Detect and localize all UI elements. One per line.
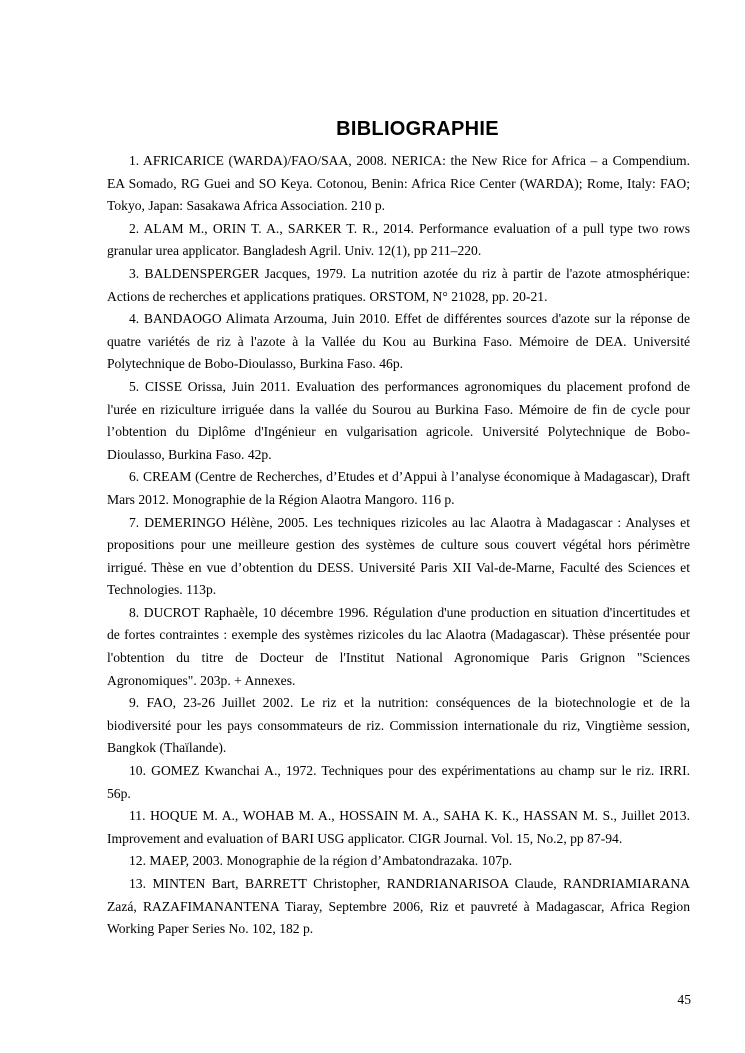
reference-item: 2. ALAM M., ORIN T. A., SARKER T. R., 2014. Performance evaluation of a pull type two rows granular urea applicator. Bangladesh Agril. Univ. 12(1), pp 211–220. [107,220,690,259]
reference-item: 4. BANDAOGO Alimata Arzouma, Juin 2010. Effet de différentes sources d'azote sur la réponse de quatre variétés de riz à l'azote à la Vallée du Kou au Burkina Faso. Mémoire de DEA. Université Polytechnique de Bobo-Dioulasso, Burkina Faso. 46p. [107,311,690,372]
reference-item: 13. MINTEN Bart, BARRETT Christopher, RANDRIANARISOA Claude, RANDRIAMIARANA Zazá, RAZAFIMANANTENA Tiaray, Septembre 2006, Riz et pauvreté à Madagascar, Africa Region Working Paper Series No. 102, 182 p. [107,876,690,937]
reference-item: 6. CREAM (Centre de Recherches, d’Etudes et d’Appui à l’analyse économique à Madagascar), Draft Mars 2012. Monographie de la Région Alaotra Mangoro. 116 p. [107,469,690,507]
reference-item: 5. CISSE Orissa, Juin 2011. Evaluation des performances agronomiques du placement profond de l'urée en riziculture irriguée dans la vallée du Sourou au Burkina Faso. Mémoire de fin de cycle pour l’obtention du Diplôme d'Ingénieur en vulgarisation agricole. Université Polytechnique de Bobo-Dioulasso, Burkina Faso. 42p. [107,378,690,462]
reference-item: 8. DUCROT Raphaèle, 10 décembre 1996. Régulation d'une production en situation d'incertitudes et de fortes contraintes : exemple des systèmes rizicoles du lac Alaotra (Madagascar). Thèse présentée pour l'obtention du titre de Docteur de l'Institut National Agronomique Paris Grignon "Sciences Agronomiques". 203p. + Annexes. [107,604,690,688]
reference-item: 3. BALDENSPERGER Jacques, 1979. La nutrition azotée du riz à partir de l'azote atmosphérique: Actions de recherches et applications pratiques. ORSTOM, N° 21028, pp. 20-21. [107,265,690,304]
page-title: BIBLIOGRAPHIE [336,118,499,140]
reference-item: 9. FAO, 23-26 Juillet 2002. Le riz et la nutrition: conséquences de la biotechnologie et de la biodiversité pour les pays consommateurs de riz. Commission internationale du riz, Vingtième session, Bangkok (Thaïlande). [107,695,690,756]
reference-item: 1. AFRICARICE (WARDA)/FAO/SAA, 2008. NERICA: the New Rice for Africa – a Compendium. EA Somado, RG Guei and SO Keya. Cotonou, Benin: Africa Rice Center (WARDA); Rome, Italy: FAO; Tokyo, Japan: Sasakawa Africa Association. 210 p. [107,153,690,214]
reference-item: 11. HOQUE M. A., WOHAB M. A., HOSSAIN M. A., SAHA K. K., HASSAN M. S., Juillet 2013. Improvement and evaluation of BARI USG applicator. CIGR Journal. Vol. 15, No.2, pp 87-94. [107,808,690,846]
reference-item: 7. DEMERINGO Hélène, 2005. Les techniques rizicoles au lac Alaotra à Madagascar : Analyses et propositions pour une meilleure gestion des systèmes de culture sous couvert végétal hors périmètre irrigué. Thèse en vue d’obtention du DESS. Université Paris XII Val-de-Marne, Faculté des Sciences et Technologies. 113p. [107,514,690,598]
reference-item: 10. GOMEZ Kwanchai A., 1972. Techniques pour des expérimentations au champ sur le riz. IRRI. 56p. [107,763,690,801]
reference-item: 12. MAEP, 2003. Monographie de la région d’Ambatondrazaka. 107p. [129,853,513,869]
reference-list [107,150,690,941]
page-number: 45 [677,992,691,1007]
